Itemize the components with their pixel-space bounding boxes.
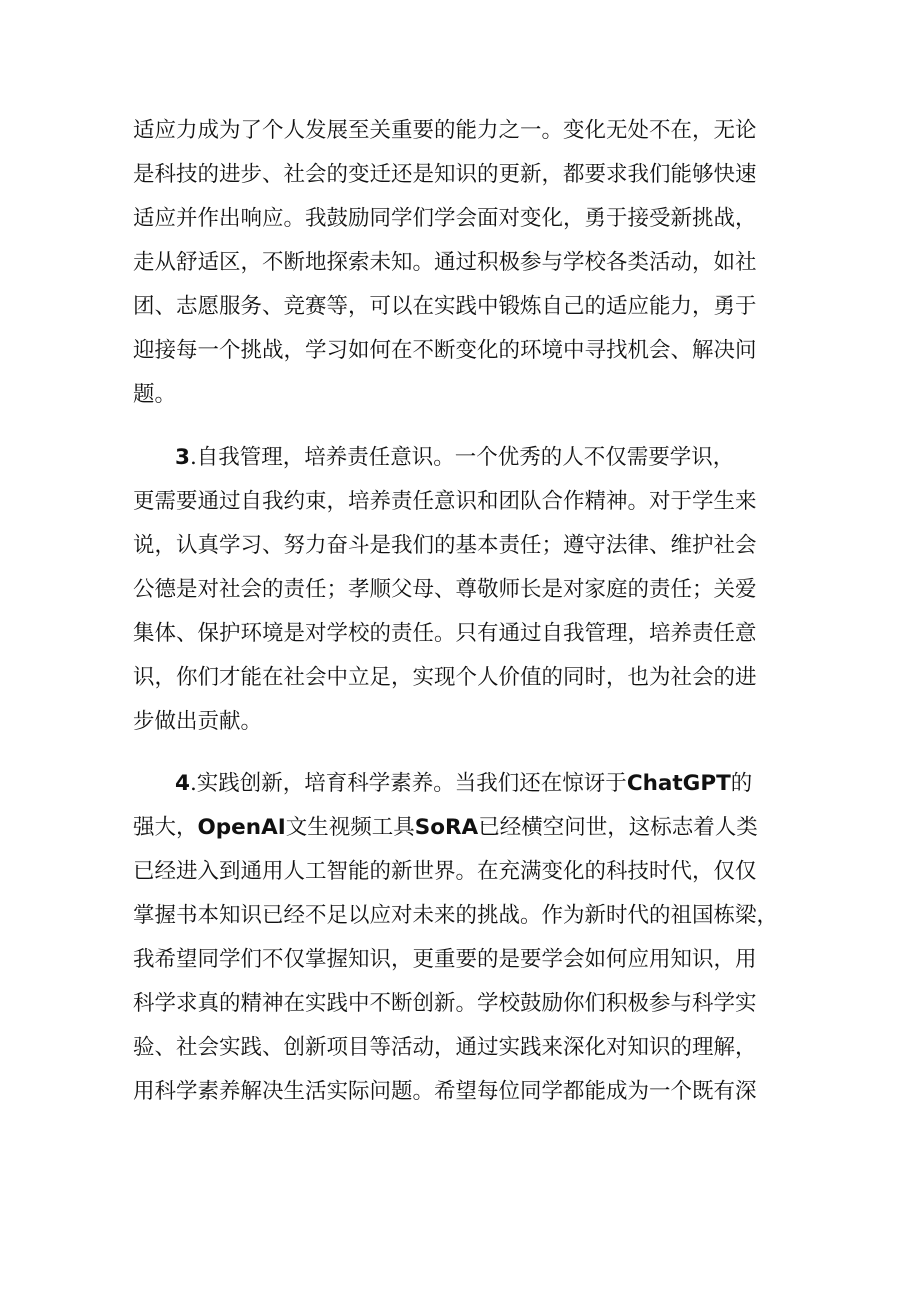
paragraph-line: 走从舒适区，不断地探索未知。通过积极参与学校各类活动，如社 xyxy=(133,250,757,275)
paragraph-line: 适应力成为了个人发展至关重要的能力之一。变化无处不在，无论 xyxy=(133,118,757,143)
paragraph-line: 科学求真的精神在实践中不断创新。学校鼓励你们积极参与科学实 xyxy=(133,991,757,1016)
sora-term: SoRA xyxy=(414,815,479,840)
openai-term: OpenAI xyxy=(197,815,286,840)
text-span: 已经横空问世，这标志着人类 xyxy=(478,815,758,840)
text-span: 强大， xyxy=(133,815,198,840)
paragraph-line: 步做出贡献。 xyxy=(133,709,263,734)
paragraph-line: 迎接每一个挑战，学习如何在不断变化的环境中寻找机会、解决问 xyxy=(133,338,757,363)
paragraph-line: 题。 xyxy=(133,382,177,407)
paragraph-line: 团、志愿服务、竞赛等，可以在实践中锻炼自己的适应能力，勇于 xyxy=(133,294,757,319)
line-end-text: 的 xyxy=(730,771,753,796)
paragraph-line: 公德是对社会的责任；孝顺父母、尊敬师长是对家庭的责任；关爱 xyxy=(133,577,757,602)
section-4-heading-line xyxy=(175,769,793,799)
section-4-heading-text: .实践创新，培育科学素养。当我们还在惊讶于 xyxy=(189,771,627,796)
section-3-heading-text: .自我管理，培养责任意识。一个优秀的人不仅需要学识， xyxy=(189,445,735,470)
paragraph-line: 是科技的进步、社会的变迁还是知识的更新，都要求我们能够快速 xyxy=(133,162,757,187)
section-number: 4 xyxy=(175,771,190,796)
text-span: 文生视频工具 xyxy=(285,815,415,840)
paragraph-line: 集体、保护环境是对学校的责任。只有通过自我管理，培养责任意 xyxy=(133,621,757,646)
section-number: 3 xyxy=(175,445,190,470)
paragraph-line: 适应并作出响应。我鼓励同学们学会面对变化，勇于接受新挑战， xyxy=(133,206,757,231)
paragraph-line: 更需要通过自我约束，培养责任意识和团队合作精神。对于学生来 xyxy=(133,489,757,514)
section-3-heading-line xyxy=(175,443,793,473)
paragraph-line: 验、社会实践、创新项目等活动，通过实践来深化对知识的理解， xyxy=(133,1035,757,1060)
paragraph-line: 识，你们才能在社会中立足，实现个人价值的同时，也为社会的进 xyxy=(133,665,757,690)
paragraph-line xyxy=(133,813,793,843)
chatgpt-term: ChatGPT xyxy=(626,771,731,796)
paragraph-line: 说，认真学习、努力奋斗是我们的基本责任；遵守法律、维护社会 xyxy=(133,533,757,558)
paragraph-line: 已经进入到通用人工智能的新世界。在充满变化的科技时代，仅仅 xyxy=(133,859,757,884)
paragraph-line: 用科学素养解决生活实际问题。希望每位同学都能成为一个既有深 xyxy=(133,1079,757,1104)
paragraph-line: 我希望同学们不仅掌握知识，更重要的是要学会如何应用知识，用 xyxy=(133,947,757,972)
paragraph-line: 掌握书本知识已经不足以应对未来的挑战。作为新时代的祖国栋梁， xyxy=(133,903,779,928)
